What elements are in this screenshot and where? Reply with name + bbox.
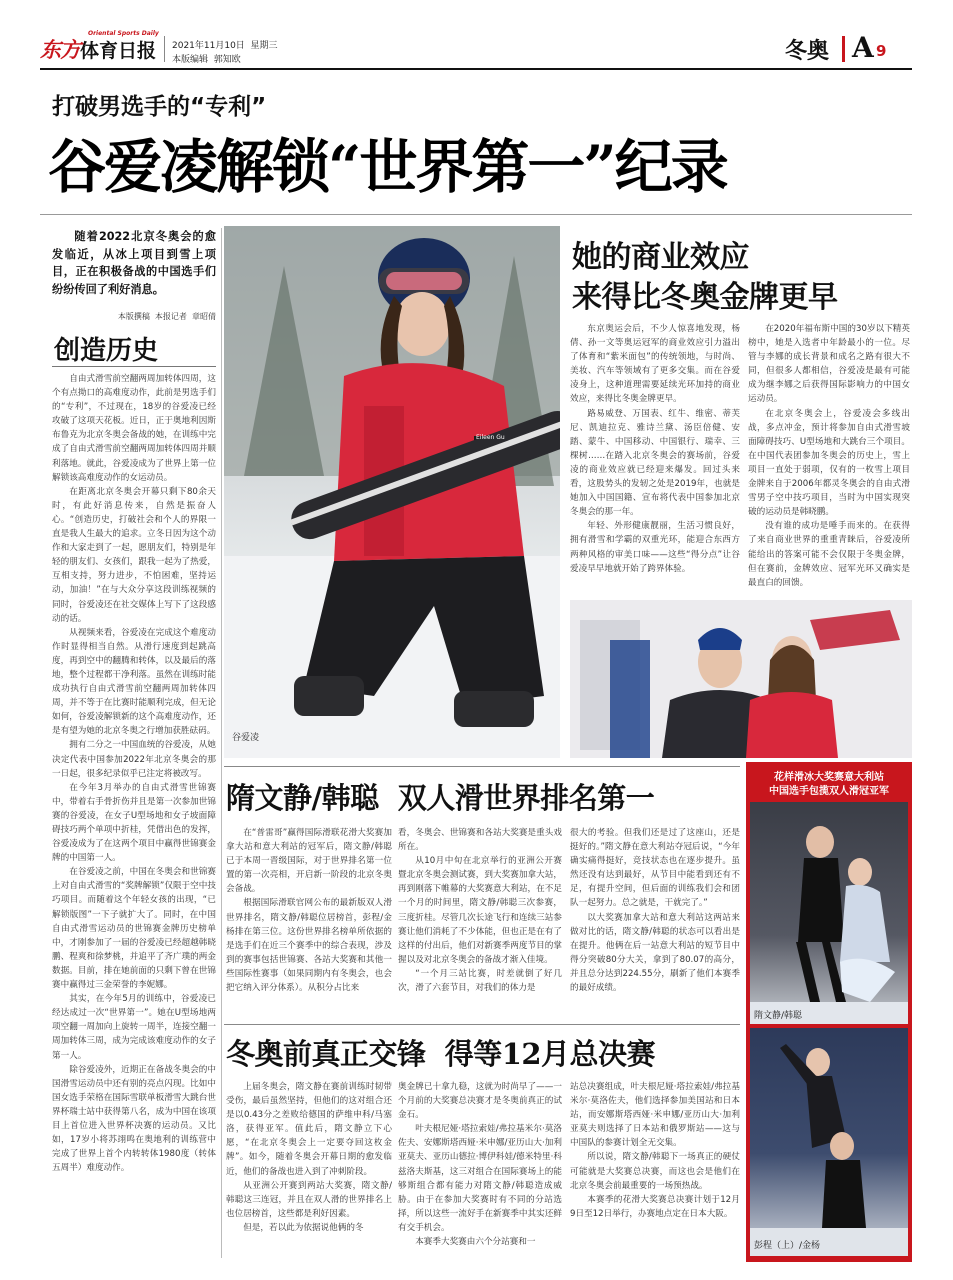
article-col-final-c [570,1080,740,1260]
issue-date: 2021年11月10日 星期三 [172,41,278,51]
section-rule-final [224,1024,740,1025]
paragraph: 上届冬奥会，隋文静在赛前训练时韧带受伤，最后虽然坚持，但他们的这对组合还是以0.43分之差败给德国的萨维申科/马塞洛，获得亚军。值此后，隋文静立下心愿，“在北京冬奥会上一定要夺回这枚金牌”。如今，随着冬奥会开幕日期的愈发临近，他们的备战也进入到了冲刺阶段。 [226,1082,392,1177]
logo-subtitle: Oriental Sports Daily [88,30,159,37]
article-col-pairs-b [398,826,562,1018]
skier-illustration [224,226,560,758]
masthead-logo [40,34,156,64]
main-photo [224,226,560,758]
paragraph: 从10月中旬在北京举行的亚洲公开赛暨北京冬奥会测试赛，到大奖赛加拿大站，再到刚落下帷幕的大奖赛意大利站，在不足一个月的时间里，隋文静/韩聪三次参赛，三度折桂。尽管几次长途飞行和连续三站参赛让他们消耗了不少体能，但也正是在有了这样的付出后，他们对新赛季两度节目的掌握以及对北京冬奥会的备战才渐入佳境。 [398,856,562,965]
masthead-divider [164,36,165,62]
headline-rule [40,214,912,215]
business-headline-line2: 来得比冬奥金牌更早 [572,280,838,315]
paragraph: 奥金牌已十拿九稳，这就为时尚早了——一个月前的大奖赛总决赛才是冬奥前真正的试金石。 [398,1082,562,1121]
section-rule-pairs [224,766,740,767]
jacket-text: Eileen Gu [476,434,505,441]
section-title-rule [52,366,216,367]
main-photo-caption: 谷爱凌 [232,733,260,743]
pairs-headline: 隋文静/韩聪 双人滑世界排名第一 [226,781,655,815]
page-letter: A [852,31,874,64]
lift-skating-illustration [750,1028,908,1256]
paragraph: 以大奖赛加拿大站和意大利站这两站来做对比的话，隋文静/韩聪的状态可以看出是在提升。他俩在后一站意大利站的短节目中得分突破80分大关，拿到了80.07的高分，并且总分达到224.55分，刷新了他们本赛季的最好成绩。 [570,912,740,994]
sidebar-title-line2: 中国选手包揽双人滑冠亚军 [769,786,889,797]
paragraph: 站总决赛组成，叶夫根尼娅·塔拉索娃/弗拉基米尔·莫洛佐夫，他们选择参加美国站和日本站，而安娜斯塔西娅·米申娜/亚历山大·加利亚莫夫则选择了日本站和俄罗斯站——这与中国队的参赛计划全无交集。 [570,1082,740,1149]
paragraph: 自由式滑雪前空翻两周加转体四周，这个有点拗口的高难度动作，此前是男选手们的“专利”，不过现在，18岁的谷爱凌已经攻破了这项天花板。近日，正于奥地利因斯布鲁克为北京冬奥会备战的她，在训练中完成了自由式滑雪前空翻两周加转体四周并顺利落地。就此，谷爱凌成为了世界上第一位解锁该高难度动作的女运动员。 [52,374,216,483]
paragraph: 但是，若以此为依据说他俩的冬 [243,1222,364,1233]
paragraph: 叶夫根尼娅·塔拉索娃/弗拉基米尔·莫洛佐夫、安娜斯塔西娅·米申娜/亚历山大·加利亚莫夫、亚历山德拉·博伊科娃/德米特里·科兹洛夫斯基，这三对组合在国际赛场上的能够斯组合都有能力对隋文静/韩聪造成威胁。由于在参加大奖赛时有不同的分站选择，所以这些一流好手在新赛季中其实还鲜有交手机会。 [398,1124,562,1233]
article-col-final-a [226,1080,392,1260]
paragraph: “一个月三站比赛，时差就倒了好几次，滑了六套节目，对我们的体力是 [398,968,562,994]
final-headline: 冬奥前真正交锋 得等12月总决赛 [226,1037,656,1071]
paragraph: 没有谁的成功是唾手而来的。在获得了来自商业世界的重重青睐后，谷爱凌所能给出的答案可能不会仅限于冬奥金牌，但在赛前，金牌效应、冠军光环又确实是最直白的回馈。 [748,521,910,588]
sidebar-box [746,762,912,1262]
article-col-history [52,372,216,1252]
paragraph: 本赛季大奖赛由六个分站赛和一 [415,1237,536,1248]
paragraph: 在距离北京冬奥会开幕只剩下80余天时，有此好消息传来，自然是振奋人心。“创造历史，打破社会和个人的界限一直是我人生最大的追求。立冬日因为这个动作和大家走到了一起，愿朋友们，特别是年轻的朋友们、女孩们，跟我一起为了热爱，互相支持，努力进步，不怕困难，坚持运动，加油！”在与大众分享这段训练视频的同时，谷爱凌还在社交媒体上写下了这段感动的话。 [52,486,216,624]
section-name: 冬奥 [785,38,830,64]
paragraph: 从亚洲公开赛到两站大奖赛，隋文静/韩聪这三连冠，并且在双人滑的世界排名上也位居榜首，这些都是利好因素。 [226,1180,392,1219]
paragraph: 在今年3月举办的自由式滑雪世锦赛中，带着右手骨折伤并且是第一次参加世锦赛的谷爱凌，在女子U型场地和女子坡面障碍技巧两个单项中折桂，凭借出色的发挥，谷爱凌成为了在这两个项目中赢得世锦赛金牌的中国第一人。 [52,782,216,864]
sidebar-title-line1: 花样滑冰大奖赛意大利站 [774,772,884,783]
sidebar-photo-1-caption: 隋文静/韩聪 [754,1011,803,1021]
article-col-business-b [748,322,910,590]
page-number: 9 [876,42,887,60]
masthead-rule [40,68,912,70]
pairs-skating-illustration [750,802,908,1024]
kicker: 打破男选手的“专利” [52,94,267,120]
article-col-final-b [398,1080,562,1260]
business-photo [570,600,912,758]
logo-black: 体育日报 [80,40,157,62]
article-col-pairs-c [570,826,740,1018]
paragraph: 东京奥运会后，不少人惊喜地发现，杨倩、孙一文等奥运冠军的商业效应引力溢出了体育和“紫米面包”的传统领地，与时尚、美妆、汽车等领域有了更多交集。而在谷爱凌身上，这种道理需要延续光环加持的商业效应，来得比冬奥金牌更早。 [570,324,740,405]
byline: 本版撰稿 本报记者 章昭倩 [117,312,216,321]
lead-paragraph: 随着2022北京冬奥会的愈发临近，从冰上项目到雪上项目，正在积极备战的中国选手们纷纷传回了利好消息。 [52,230,216,296]
paragraph: 从视频来看，谷爱凌在完成这个难度动作时显得相当自然。从滑行速度到起跳高度，再到空中的翻腾和转体，以及最后的落地，整个过程都干净利落。虽然在训练时能成功执行自由式滑雪前空翻两周加转体四周，并不等于在比赛时能顺利完成，但无论如何，谷爱凌解锁新的这个高难度动作，还是有望为她的北京冬奥之行增加获胜砝码。 [52,627,216,737]
paragraph: 在北京冬奥会上，谷爱凌会多线出战，多点冲金，预计将参加自由式滑雪坡面障碍技巧、U型场地和大跳台三个项目。在中国代表团参加冬奥会的历史上，雪上项目一直处于弱项，仅有的一枚雪上项目金牌来自于2006年都灵冬奥会的自由式滑雪男子空中技巧项目，当时为中国实现突破的运动员是韩晓鹏。 [748,408,910,518]
paragraph: 拥有二分之一中国血统的谷爱凌，从她决定代表中国参加2022年北京冬奥会的那一日起，很多纪录似乎已注定将被改写。 [52,740,216,779]
paragraph: 本赛季的花滑大奖赛总决赛计划于12月9日至12日举行，办赛地点定在日本大阪。 [570,1194,740,1219]
main-headline: 谷爱凌解锁“世界第一”纪录 [48,133,727,201]
masthead [0,0,953,72]
business-headline-line1: 她的商业效应 [572,240,749,275]
section-title-history: 创造历史 [54,336,159,366]
paragraph: 路易威登、万国表、红牛、维密、蒂芙尼、凯迪拉克、雅诗兰黛、汤臣倍健、安踏、蒙牛、中国移动、中国银行、瑞幸、三棵树……在踏入北京冬奥会的赛场前，谷爱凌的商业效应就已经迎来爆发。回过头来看，这股势头的发轫之处是2019年，也就是她加入中国国籍、宣布将代表中国参加北京冬奥会的那一年。 [570,408,740,518]
paragraph: 在2020年福布斯中国的30岁以下精英榜中，她是入选者中年龄最小的一位。尽管与李娜的成长背景和成名之路有很大不同，但很多人都相信，谷爱凌是最有可能成为继李娜之后获得国际影响力的中国女运动员。 [748,324,910,405]
sidebar-photo-2 [750,1028,908,1256]
paragraph: 在“普雷哥”赢得国际滑联花滑大奖赛加拿大站和意大利站的冠军后，隋文静/韩聪已于本周一晋级国际，对于世界排名第一位置的第一次亮相，开启新一阶段的北京冬奥会备战。 [226,828,392,895]
paragraph: 在谷爱凌之前，中国在冬奥会和世锦赛上对自由式滑雪的“奖牌解锁”仅限于空中技巧项目。而随着这个年轻女孩的出现，“已解锁版图”一下子就扩大了。同时，在中国自由式滑雪运动员的世锦赛金牌历史榜单中，才刚参加了一届的谷爱凌已经超越韩晓鹏、程爽和徐梦桃，并追平了齐广璞的两金数据。目前，排在她前面的只剩下曾在世锦赛中赢得过三金荣誉的李妮娜。 [52,867,216,991]
column-divider [221,228,222,1258]
paragraph: 除谷爱凌外，近期正在备战冬奥会的中国滑雪运动员中还有别的亮点闪现。比如中国女选手荣格在国际雪联单板滑雪大跳台世界杯瑞士站中获得第八名，成为中国在该项目上首位进入世界杯决赛的运动员。又比如，17岁小将苏翊鸣在奥地利的训练营中完成了世界上首个内转转体1980度（转体五周半）难度动作。 [52,1064,216,1174]
paragraph: 其实，在今年5月的训练中，谷爱凌已经达成过一次“世界第一”。她在U型场地两项空翻一周加向上旋转一周半，连接空翻一周加转体三周，成为完成该难度动作的女子第一人。 [52,994,216,1061]
paragraph: 很大的考验。但我们还是过了这座山，还是挺好的。”隋文静在意大利站夺冠后说，“今年确实痛得挺好，竞技状态也在逐步提升。虽然还没有达到最好，从节目中能看到还有不足，有提升空间，但后面的训练我们会和团队一起努力。总之就是，干就完了。” [570,828,740,909]
paragraph: 所以说，隋文静/韩聪下一场真正的硬仗可能就是大奖赛总决赛，而这也会是他们在北京冬奥会前最重要的一场预热战。 [570,1152,740,1191]
article-col-business-a [570,322,740,590]
section-divider [842,36,845,62]
logo-red: 东方 [40,37,80,62]
paragraph: 年轻、外形健康靓丽，生活习惯良好，拥有滑雪和学霸的双重光环，能迎合东西方两种风格的审美口味——这些“得分点”让谷爱凌早早地就开始了跨界体验。 [570,521,740,574]
business-photo-illustration [570,600,912,758]
sidebar-photo-2-caption: 彭程（上）/金杨 [754,1241,821,1251]
paragraph: 看，冬奥会、世锦赛和各站大奖赛是重头戏所在。 [398,828,562,853]
page-editor: 本版编辑 郭知欧 [172,55,241,65]
article-col-pairs-a [226,826,392,1018]
sidebar-photo-1 [750,802,908,1024]
paragraph: 根据国际滑联官网公布的最新版双人滑世界排名，隋文静/韩聪位居榜首，彭程/金杨排在第三位。这份世界排名榜单所依据的是选手们在近三个赛季中的综合表现，涉及到的赛事包括世锦赛、各站大奖赛和其他一些国际性赛事（如果同期内有冬奥会，也会把它纳入评分体系）。从积分占比来 [226,898,392,994]
